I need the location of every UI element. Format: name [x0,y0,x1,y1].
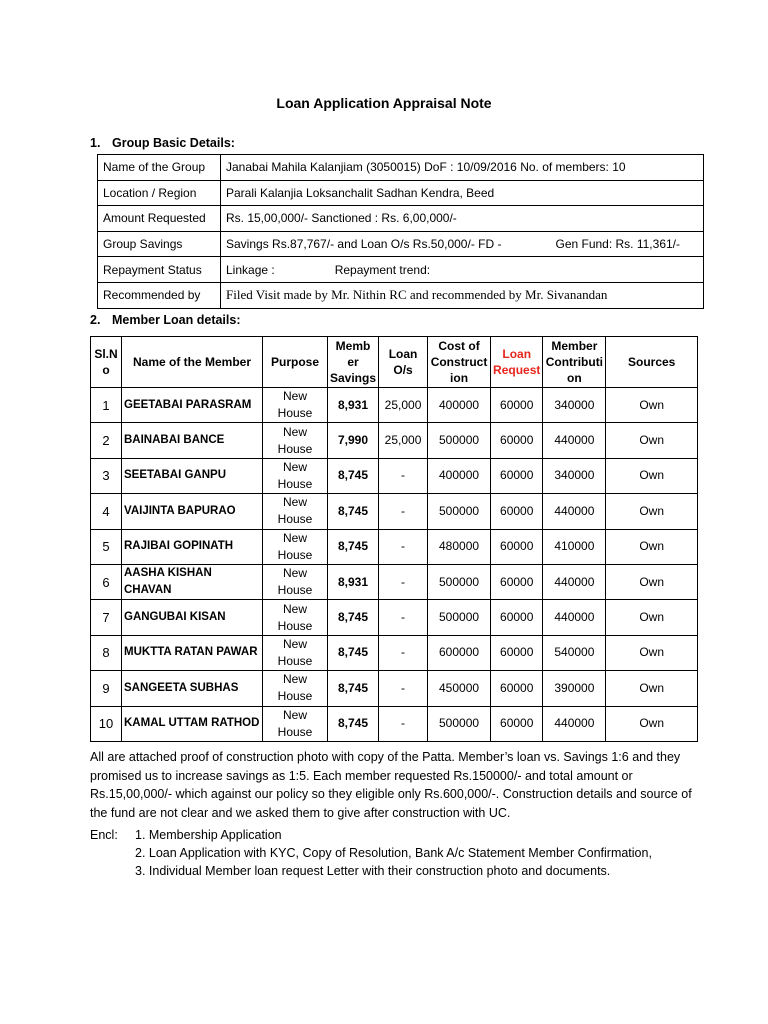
cell-contribution: 410000 [543,529,606,564]
cell-request: 60000 [491,529,543,564]
group-detail-extra-text: Gen Fund: Rs. 11,361/- [555,237,680,252]
cell-sl: 8 [91,635,122,670]
group-detail-row [98,257,704,283]
enclosure-item: 2. Loan Application with KYC, Copy of Resolution, Bank A/c Statement Member Confirmation, [135,846,652,860]
cell-cost: 400000 [428,458,491,493]
cell-sl: 9 [91,671,122,706]
cell-request: 60000 [491,706,543,741]
cell-purpose: New House [263,635,328,670]
cell-name: GANGUBAI KISAN [122,600,263,635]
cell-cost: 500000 [428,494,491,529]
cell-savings: 8,745 [328,529,379,564]
section-1-title: Group Basic Details: [112,136,235,150]
cell-name: RAJIBAI GOPINATH [122,529,263,564]
cell-savings: 8,745 [328,458,379,493]
cell-name: GEETABAI PARASRAM [122,388,263,423]
enclosures-list [135,826,652,880]
group-detail-row [98,231,704,257]
header-sources: Sources [606,337,698,388]
cell-sl: 3 [91,458,122,493]
cell-cost: 480000 [428,529,491,564]
cell-contribution: 440000 [543,423,606,458]
table-row [91,635,698,670]
cell-savings: 7,990 [328,423,379,458]
cell-contribution: 340000 [543,458,606,493]
cell-purpose: New House [263,529,328,564]
cell-savings: 8,745 [328,494,379,529]
cell-sources: Own [606,458,698,493]
cell-contribution: 440000 [543,564,606,599]
cell-sl: 2 [91,423,122,458]
enclosures-label: Encl: [90,828,118,842]
cell-savings: 8,745 [328,671,379,706]
cell-savings: 8,745 [328,635,379,670]
cell-request: 60000 [491,494,543,529]
group-details-table [97,154,704,309]
cell-cost: 500000 [428,423,491,458]
cell-purpose: New House [263,600,328,635]
group-detail-value [221,206,704,232]
cell-sources: Own [606,423,698,458]
header-loan-request: Loan Request [491,337,543,388]
cell-contribution: 340000 [543,388,606,423]
document-title: Loan Application Appraisal Note [276,95,492,111]
cell-sources: Own [606,635,698,670]
cell-name: SEETABAI GANPU [122,458,263,493]
table-row [91,529,698,564]
group-detail-value-text: Filed Visit made by Mr. Nithin RC and recommended by Mr. Sivanandan [226,287,608,303]
table-row [91,600,698,635]
header-cost: Cost of Construct ion [428,337,491,388]
cell-loan-os: - [379,458,428,493]
section-1-heading [90,136,235,150]
table-row [91,458,698,493]
cell-sl: 5 [91,529,122,564]
cell-sources: Own [606,671,698,706]
group-detail-value [221,257,704,283]
cell-purpose: New House [263,458,328,493]
group-detail-value [221,155,704,181]
group-detail-value [221,180,704,206]
cell-savings: 8,745 [328,600,379,635]
cell-request: 60000 [491,600,543,635]
table-row [91,388,698,423]
cell-sl: 6 [91,564,122,599]
summary-paragraph: All are attached proof of construction photo with copy of the Patta. Member’s loan vs. Savings 1:6 and they promised us to increase savings as 1:5. Each member requested Rs.150000/- and total amount or Rs.15,00,000/- which against our policy so they eligible only Rs.600,000/-. Construction details and source of the fund are not clear and we asked them to give after construction with UC. [90,750,692,820]
header-contribution: Member Contributi on [543,337,606,388]
cell-contribution: 390000 [543,671,606,706]
cell-savings: 8,931 [328,564,379,599]
section-2-heading [90,313,241,327]
enclosures [90,826,652,880]
group-detail-value-text: Rs. 15,00,000/- Sanctioned : Rs. 6,00,000/- [226,211,457,226]
group-detail-row [98,206,704,232]
section-1-number: 1. [90,136,101,150]
cell-sl: 4 [91,494,122,529]
cell-name: MUKTTA RATAN PAWAR [122,635,263,670]
cell-purpose: New House [263,706,328,741]
header-name: Name of the Member [122,337,263,388]
group-detail-value [221,231,704,257]
group-detail-row [98,282,704,308]
enclosure-item: 1. Membership Application [135,828,282,842]
header-loan-os: Loan O/s [379,337,428,388]
enclosure-item: 3. Individual Member loan request Letter with their construction photo and documents. [135,864,611,878]
cell-request: 60000 [491,564,543,599]
cell-sl: 10 [91,706,122,741]
cell-cost: 500000 [428,564,491,599]
cell-contribution: 440000 [543,600,606,635]
cell-name: VAIJINTA BAPURAO [122,494,263,529]
cell-loan-os: - [379,600,428,635]
cell-name: SANGEETA SUBHAS [122,671,263,706]
cell-purpose: New House [263,494,328,529]
table-row [91,494,698,529]
cell-purpose: New House [263,671,328,706]
group-detail-key: Repayment Status [98,257,221,283]
group-detail-value-text: Linkage : [226,262,275,277]
table-row [91,706,698,741]
cell-request: 60000 [491,458,543,493]
section-2-number: 2. [90,313,101,327]
cell-savings: 8,745 [328,706,379,741]
cell-sl: 7 [91,600,122,635]
cell-loan-os: - [379,564,428,599]
table-row [91,671,698,706]
cell-sources: Own [606,494,698,529]
cell-request: 60000 [491,671,543,706]
cell-loan-os: - [379,635,428,670]
cell-sources: Own [606,564,698,599]
cell-purpose: New House [263,388,328,423]
cell-sl: 1 [91,388,122,423]
group-detail-extra-text: Repayment trend: [334,262,431,277]
cell-savings: 8,931 [328,388,379,423]
cell-sources: Own [606,388,698,423]
cell-cost: 600000 [428,635,491,670]
header-sl: Sl.N o [91,337,122,388]
header-purpose: Purpose [263,337,328,388]
cell-sources: Own [606,600,698,635]
group-detail-key: Recommended by [98,282,221,308]
group-detail-key: Group Savings [98,231,221,257]
cell-cost: 450000 [428,671,491,706]
cell-cost: 500000 [428,706,491,741]
group-detail-row [98,155,704,181]
cell-loan-os: - [379,529,428,564]
cell-loan-os: - [379,494,428,529]
cell-request: 60000 [491,388,543,423]
group-detail-key: Location / Region [98,180,221,206]
cell-contribution: 540000 [543,635,606,670]
cell-name: AASHA KISHAN CHAVAN [122,564,263,599]
cell-cost: 400000 [428,388,491,423]
cell-request: 60000 [491,423,543,458]
cell-purpose: New House [263,564,328,599]
cell-sources: Own [606,529,698,564]
cell-name: BAINABAI BANCE [122,423,263,458]
cell-contribution: 440000 [543,494,606,529]
group-detail-value-text: Parali Kalanjia Loksanchalit Sadhan Kendra, Beed [226,185,495,200]
cell-loan-os: 25,000 [379,388,428,423]
cell-request: 60000 [491,635,543,670]
cell-cost: 500000 [428,600,491,635]
group-detail-value-text: Savings Rs.87,767/- and Loan O/s Rs.50,000/- FD - [226,237,502,252]
group-detail-row [98,180,704,206]
cell-purpose: New House [263,423,328,458]
table-header-row [91,337,698,388]
cell-contribution: 440000 [543,706,606,741]
member-loan-table [90,336,698,742]
group-detail-key: Amount Requested [98,206,221,232]
cell-loan-os: - [379,706,428,741]
table-row [91,564,698,599]
group-detail-value [221,282,704,308]
cell-loan-os: 25,000 [379,423,428,458]
header-savings: Memb er Savings [328,337,379,388]
table-row [91,423,698,458]
cell-sources: Own [606,706,698,741]
cell-loan-os: - [379,671,428,706]
group-detail-key: Name of the Group [98,155,221,181]
section-2-title: Member Loan details: [112,313,241,327]
cell-name: KAMAL UTTAM RATHOD [122,706,263,741]
group-detail-value-text: Janabai Mahila Kalanjiam (3050015) DoF : 10/09/2016 No. of members: 10 [226,160,626,175]
